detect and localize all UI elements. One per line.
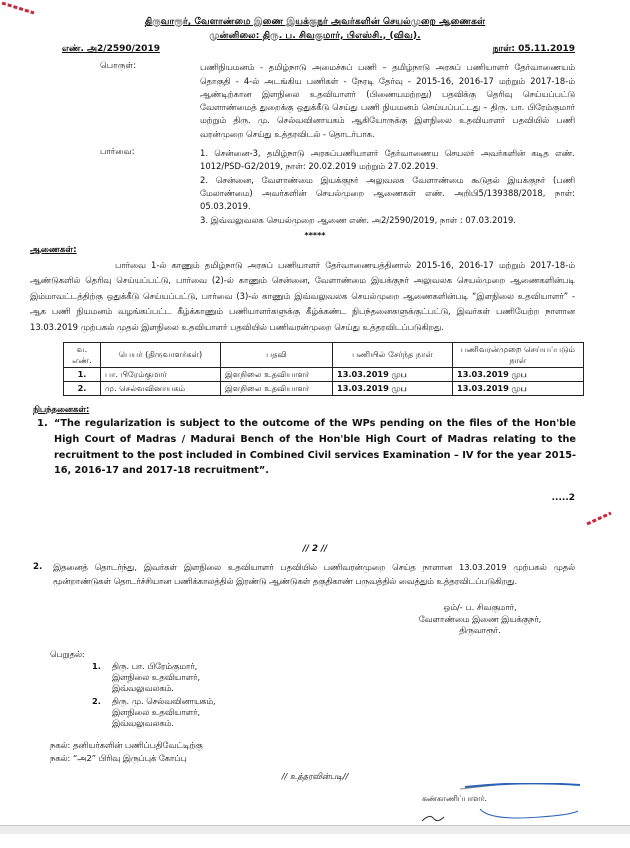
header-joining-date: பணியில் சேர்ந்த நாள்	[333, 342, 453, 367]
cell-name: மு. செல்வவினாயகம்	[101, 381, 221, 395]
recipients-heading: பெறுதல்:	[50, 648, 85, 659]
superintendent-signature	[420, 783, 600, 823]
references-list	[200, 147, 575, 227]
subject-label: பொருள்:	[100, 61, 137, 72]
reference-item-2: 2. சென்னை, வேளாண்மை இயக்குநர் அலுவலக வேளாண்மை கூடுதல் இயக்குநர் (பணி மேலாண்மை) அவர்களின் செயல்முறை ஆணைகள் எண். அறிபி5/139388/2018, நாள்: 05.03.2019.	[200, 174, 575, 212]
recipient-details	[112, 661, 200, 694]
subject-row	[100, 61, 575, 141]
recipient-item	[92, 661, 630, 694]
header-name: பெயர் (திருவாளர்கள்)	[101, 342, 221, 367]
cell-regularization-date: 13.03.2019 முப	[453, 381, 584, 395]
copies	[50, 739, 630, 765]
header-regularization-date: பணிவரன்முறை செய்யப்படும் நாள்	[453, 342, 584, 367]
condition-text: “The regularization is subject to the outcome of the WPs pending on the files of the Hon'ble High Court of Madras / Madurai Bench of the Hon'ble High Court of Madras relating to the recruitment to the post included in Combined Civil services Examination – IV for the year 2015-16, 2016-17 and 2017-18 recruitment”.	[54, 418, 576, 477]
signature-line-1: ஒம்/- ப. சிவகுமார்,	[443, 602, 517, 613]
recipient-number: 2.	[92, 696, 101, 707]
header-post: பதவி	[221, 342, 333, 367]
red-stamp-mark-2	[585, 510, 615, 528]
recipient-name: திரு. மு. செல்வவினாயகம்,	[112, 696, 216, 707]
signature-line-3: திருவாரூர்.	[459, 625, 501, 636]
superintendent-title: கண்காணிப்பாளர்.	[422, 794, 487, 804]
cell-post: இளநிலை உதவியாளர்	[221, 381, 333, 395]
references-row	[100, 147, 575, 227]
references-label: பார்வை:	[100, 147, 135, 158]
bottom-bar	[0, 825, 630, 834]
header-serial: வ. எண்.	[64, 342, 101, 367]
table-row	[64, 381, 584, 395]
table-header-row	[64, 342, 584, 367]
signature-block	[395, 602, 565, 637]
recipient-item	[92, 696, 630, 729]
recipient-post: இளநிலை உதவியாளர்,	[112, 707, 201, 718]
orders-text: பார்வை 1-ல் காணும் தமிழ்நாடு அரசுப் பணியாளர் தேர்வாணையத்தினால் 2015-16, 2016-17 மற்றும் 2017-18-ம் ஆண்டுகளில் தெரிவு செய்யப்பட்டு, பார்வை (2)-ல் காணும் சென்னை, வேளாண்மை இயக்குநர் அலுவலக செயல்முறை ஆணைகளின்படி இம்மாவட்டத்திற்கு ஒதுக்கீடு செய்யப்பட்டு, பார்வை (3)-ல் காணும் இவ்வலுவலக செயல்முறை ஆணைகளின்படி “இளநிலை உதவியாளர்” - ஆக பணி நியமனம் வழங்கப்பட்ட கீழ்க்காணும் பணியாளர்களுக்கு கீழ்க்கண்ட நிபந்தனைகளுக்குட்பட்டு, இவர்கள் பணியேற்ற நாளான 13.03.2019 முற்பகல் முதல் இளநிலை உதவியாளர் பதவியில் பணிவரன்முறை செய்து உத்தரவிடப்படுகிறது.	[30, 259, 575, 332]
orders-heading: ஆணைகள்:	[30, 244, 77, 255]
condition-item	[37, 416, 576, 479]
copy-line-2: நகல்: “அ2” பிரிவு இருப்புக் கோப்பு	[50, 753, 187, 764]
paragraph2-text: இதனைத் தொடர்ந்து, இவர்கள் இளநிலை உதவியாளர் பதவியில் பணிவரன்முறை செய்த நாளான 13.03.2019 முற்பகல் முதல் மூன்றாண்டுகள் தொடர்ச்சியான பணிக்காலத்தில் இரண்டு ஆண்டுகள் தகுதிகாண் பருவத்தில் வைத்தும் உத்தரவிடப்படுகிறது.	[53, 562, 575, 586]
cell-name: பா. பிரேம்குமார்	[101, 367, 221, 381]
recipient-office: இவ்வலுவலகம்.	[112, 718, 174, 729]
by-order: // உத்தரவின்படி//	[281, 771, 349, 782]
reference-row	[62, 44, 575, 55]
recipient-office: இவ்வலுவலகம்.	[112, 683, 174, 694]
document-presiding: முன்னிலை: திரு. ப. சிவகுமார், பிஎஸ்சி., (விவ).	[209, 29, 421, 41]
document-date: நாள்: 05.11.2019	[492, 44, 575, 54]
subject-text: பணிநியமனம் - தமிழ்நாடு அமைச்சுப் பணி – தமிழ்நாடு அரசுப் பணியாளர் தேர்வாணையம் தொகுதி - 4-ல் அடங்கிய பணிகள் - நேரடி தேர்வு - 2015-16, 2016-17 மற்றும் 2017-18-ம் ஆண்டிற்கான இளநிலை உதவியாளர் (பிணையமற்றது) பதவிக்கு தெரிவு செய்யப்பட்டு வேளாண்மைத் துறைக்கு ஒதுக்கீடு செய்து பணி நியமனம் செய்யப்பட்டது – திரு. பா. பிரேம்குமார் மற்றும் திரு. மு. செல்வவினாயகம் ஆகியோருக்கு இளநிலை உதவியாளர் பதவியில் பணி வரன்முறை செய்து உத்தரவிடல் - தொடர்பாக.	[200, 62, 575, 139]
cell-serial: 1.	[64, 367, 101, 381]
regularization-table	[63, 342, 584, 396]
reference-item-1: 1. சென்னை-3, தமிழ்நாடு அரசுப்பணியாளர் தேர்வாணைய செயலர் அவர்களின் கடித எண். 1012/PSD-G2/2019, நாள்: 20.02.2019 மற்றும் 27.02.2019.	[200, 148, 575, 172]
cell-serial: 2.	[64, 381, 101, 395]
cell-post: இளநிலை உதவியாளர்	[221, 367, 333, 381]
cell-joining-date: 13.03.2019 முப	[333, 381, 453, 395]
page-continuation: .....2	[551, 493, 575, 504]
cell-regularization-date: 13.03.2019 முப	[453, 367, 584, 381]
cell-joining-date: 13.03.2019 முப	[333, 367, 453, 381]
recipient-number: 1.	[92, 661, 101, 672]
table-row	[64, 367, 584, 381]
recipient-post: இளநிலை உதவியாளர்,	[112, 672, 201, 683]
signature-line-2: வேளாண்மை இணை இயக்குநர்,	[418, 613, 542, 624]
condition-number: 1.	[37, 418, 48, 430]
paragraph2	[33, 561, 575, 588]
paragraph2-number: 2.	[33, 562, 43, 573]
copy-line-1: நகல்: தனியர்களின் பணிப்பதிவேட்டிற்கு	[50, 740, 203, 751]
reference-item-3: 3. இவ்வலுவலக செயல்முறை ஆணை எண். அ2/2590/2019, நாள் : 07.03.2019.	[200, 214, 516, 225]
reference-number: எண். அ2/2590/2019	[62, 44, 160, 54]
page-marker: // 2 //	[302, 544, 328, 555]
recipient-details	[112, 696, 216, 729]
document-title: திருவாரூர், வேளாண்மை இணை இயக்குநர் அவர்களின் செயல்முறை ஆணைகள்	[144, 16, 486, 27]
section-separator: *****	[304, 230, 326, 240]
recipient-name: திரு. பா. பிரேம்குமார்,	[112, 661, 198, 672]
conditions-heading: நிபந்தனைகள்:	[33, 403, 90, 414]
